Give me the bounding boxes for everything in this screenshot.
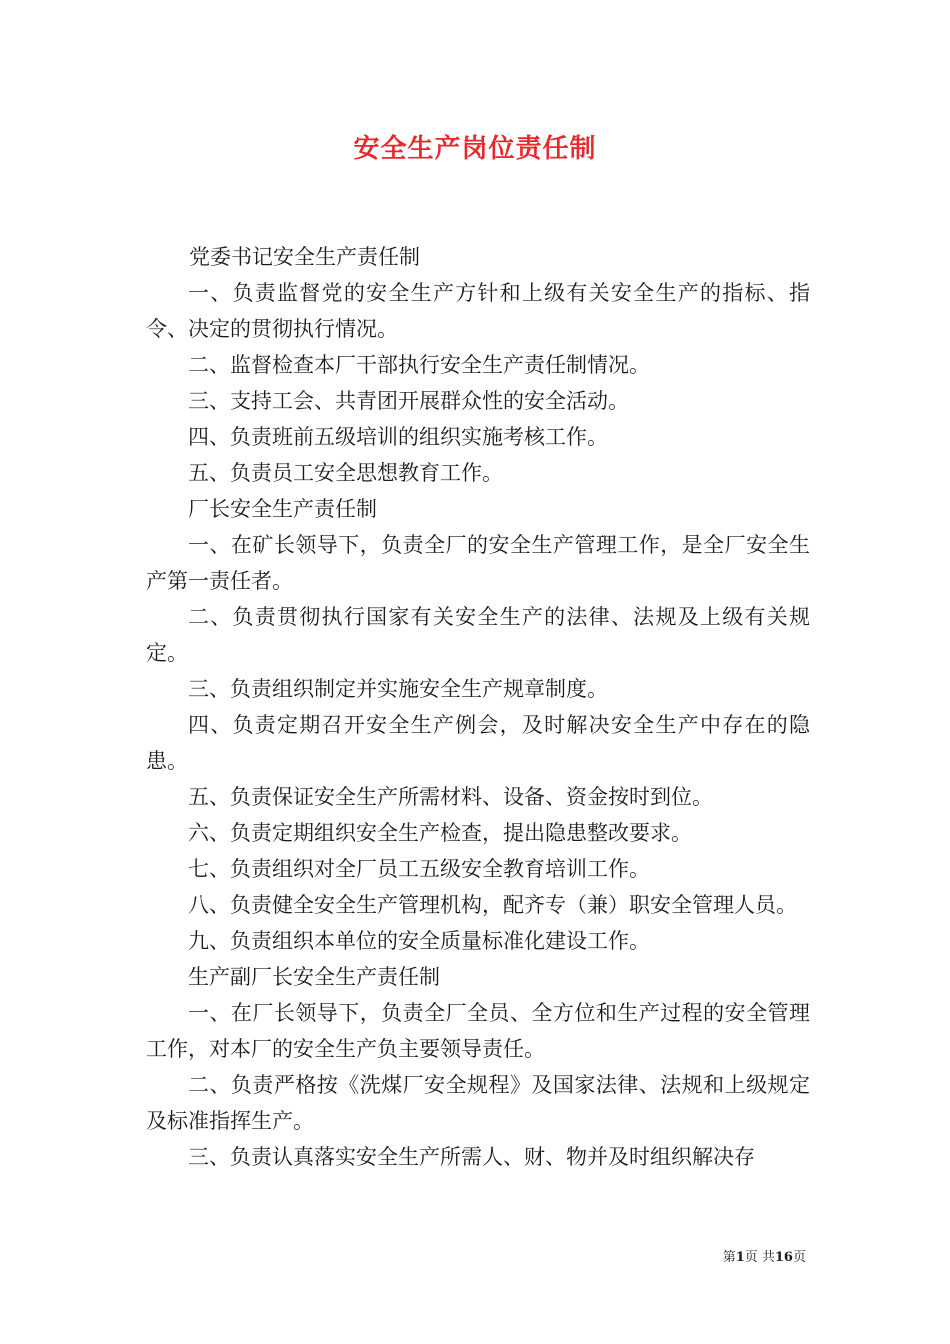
paragraph: 二、监督检查本厂干部执行安全生产责任制情况。	[188, 353, 650, 377]
paragraph: 一、负责监督党的安全生产方针和上级有关安全生产的指标、指令、决定的贯彻执行情况。	[146, 281, 810, 341]
paragraph: 三、负责认真落实安全生产所需人、财、物并及时组织解决存	[188, 1145, 755, 1169]
paragraph: 三、支持工会、共青团开展群众性的安全活动。	[188, 389, 629, 413]
paragraph: 八、负责健全安全生产管理机构，配齐专（兼）职安全管理人员。	[188, 893, 797, 917]
current-page-number: 1	[735, 1250, 745, 1265]
document-title: 安全生产岗位责任制	[353, 134, 597, 164]
footer-suffix: 页	[792, 1250, 806, 1265]
paragraph: 一、在厂长领导下，负责全厂全员、全方位和生产过程的安全管理工作，对本厂的安全生产负主要领导责任。	[146, 1001, 810, 1061]
paragraph: 三、负责组织制定并实施安全生产规章制度。	[188, 677, 608, 701]
section-heading: 厂长安全生产责任制	[188, 497, 377, 521]
paragraph: 九、负责组织本单位的安全质量标准化建设工作。	[188, 929, 650, 953]
paragraph: 四、负责定期召开安全生产例会，及时解决安全生产中存在的隐患。	[146, 713, 810, 773]
paragraph: 一、在矿长领导下，负责全厂的安全生产管理工作，是全厂安全生产第一责任者。	[146, 533, 810, 593]
footer-middle: 页 共	[744, 1250, 775, 1265]
paragraph: 七、负责组织对全厂员工五级安全教育培训工作。	[188, 857, 650, 881]
paragraph: 六、负责定期组织安全生产检查，提出隐患整改要求。	[188, 821, 692, 845]
page-number-footer	[723, 1249, 806, 1267]
section-heading: 生产副厂长安全生产责任制	[188, 965, 440, 989]
paragraph: 二、负责贯彻执行国家有关安全生产的法律、法规及上级有关规定。	[146, 605, 810, 665]
paragraph: 四、负责班前五级培训的组织实施考核工作。	[188, 425, 608, 449]
paragraph: 五、负责员工安全思想教育工作。	[188, 461, 503, 485]
footer-prefix: 第	[722, 1250, 736, 1265]
paragraph: 二、负责严格按《洗煤厂安全规程》及国家法律、法规和上级规定及标准指挥生产。	[146, 1073, 810, 1133]
paragraph: 五、负责保证安全生产所需材料、设备、资金按时到位。	[188, 785, 713, 809]
document-body	[146, 239, 810, 1175]
total-page-count: 16	[774, 1250, 793, 1265]
section-heading: 党委书记安全生产责任制	[189, 245, 420, 269]
